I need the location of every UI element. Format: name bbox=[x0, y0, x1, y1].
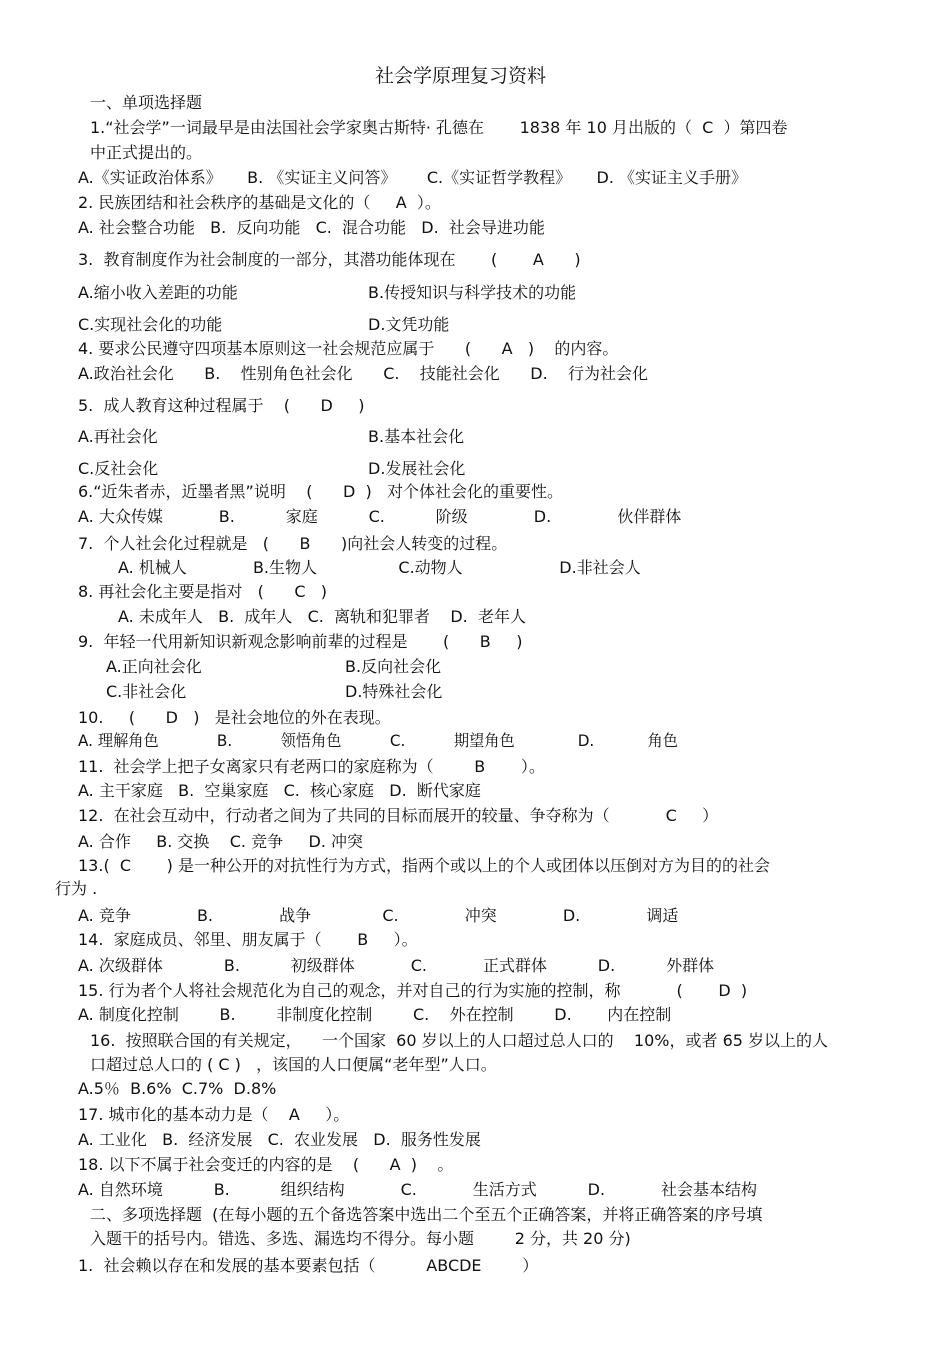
text-line-q9: 9. 年轻一代用新知识新观念影响前辈的过程是 ( B ) bbox=[78, 632, 523, 651]
text-line-q18: 18. 以下不属于社会变迁的内容的是 ( A ) 。 bbox=[78, 1155, 454, 1174]
text-line-q11: 11. 社会学上把子女离家只有老两口的家庭称为（ B ）。 bbox=[78, 757, 545, 776]
text-line-q2o: A. 社会整合功能 B. 反向功能 C. 混合功能 D. 社会导进功能 bbox=[78, 218, 545, 237]
text-line-q14: 14. 家庭成员、邻里、朋友属于（ B ）。 bbox=[78, 930, 418, 949]
text-line-q9ob: B.反向社会化 bbox=[345, 657, 442, 676]
text-line-q9oa: A.正向社会化 bbox=[106, 657, 202, 676]
text-line-q12o: A. 合作 B. 交换 C. 竞争 D. 冲突 bbox=[78, 832, 364, 851]
text-line-q5oc: C.反社会化 bbox=[78, 459, 159, 478]
text-line-sec1: 一、单项选择题 bbox=[90, 93, 203, 112]
text-line-q7: 7. 个人社会化过程就是 ( B )向社会人转变的过程。 bbox=[78, 534, 508, 553]
text-line-q6o: A. 大众传媒 B. 家庭 C. 阶级 D. 伙伴群体 bbox=[78, 507, 682, 526]
text-line-q3oa: A.缩小收入差距的功能 bbox=[78, 283, 238, 302]
text-line-q8o: A. 未成年人 B. 成年人 C. 离轨和犯罪者 D. 老年人 bbox=[118, 607, 526, 626]
text-line-q15o: A. 制度化控制 B. 非制度化控制 C. 外在控制 D. 内在控制 bbox=[78, 1005, 672, 1024]
text-line-q7o: A. 机械人 B.生物人 C.动物人 D.非社会人 bbox=[118, 558, 641, 577]
text-line-q13o: A. 竞争 B. 战争 C. 冲突 D. 调适 bbox=[78, 906, 679, 925]
text-line-q17: 17. 城市化的基本动力是（ A ）。 bbox=[78, 1105, 350, 1124]
text-line-q4: 4. 要求公民遵守四项基本原则这一社会规范应属于 ( A ) 的内容。 bbox=[78, 339, 619, 358]
text-line-q15: 15. 行为者个人将社会规范化为自己的观念，并对自己的行为实施的控制，称 ( D ) bbox=[78, 981, 748, 1000]
page-title: 社会学原理复习资料 bbox=[375, 65, 547, 87]
text-line-q3: 3. 教育制度作为社会制度的一部分，其潜功能体现在 ( A ) bbox=[78, 250, 581, 269]
text-line-q10: 10. ( D ) 是社会地位的外在表现。 bbox=[78, 708, 391, 727]
text-line-q16b: 口超过总人口的 ( C ) ，该国的人口便属“老年型”人口。 bbox=[90, 1055, 497, 1074]
text-line-q13a: 13.( C ) 是一种公开的对抗性行为方式，指两个或以上的个人或团体以压倒对方为目的的社会 bbox=[78, 856, 770, 875]
text-line-q5ob: B.基本社会化 bbox=[368, 427, 465, 446]
text-line-m1: 1. 社会赖以存在和发展的基本要素包括（ ABCDE ） bbox=[78, 1256, 539, 1275]
text-line-q10o: A. 理解角色 B. 领悟角色 C. 期望角色 D. 角色 bbox=[78, 731, 678, 750]
text-line-q18o: A. 自然环境 B. 组织结构 C. 生活方式 D. 社会基本结构 bbox=[78, 1180, 757, 1199]
text-line-q13b: 行为 . bbox=[55, 879, 98, 898]
text-line-q16o: A.5％ B.6% C.7% D.8% bbox=[78, 1079, 277, 1098]
text-line-sec2b: 入题干的括号内。错选、多选、漏选均不得分。每小题 2 分，共 20 分) bbox=[90, 1229, 631, 1248]
text-line-q12: 12. 在社会互动中，行动者之间为了共同的目标而展开的较量、争夺称为（ C ） bbox=[78, 806, 719, 825]
text-line-q6: 6.“近朱者赤，近墨者黑”说明 ( D ) 对个体社会化的重要性。 bbox=[78, 482, 563, 501]
text-line-q1b: 中正式提出的。 bbox=[90, 143, 203, 162]
text-line-sec2a: 二、多项选择题 (在每小题的五个备选答案中选出二个至五个正确答案，并将正确答案的序号填 bbox=[90, 1205, 763, 1224]
text-line-q9oc: C.非社会化 bbox=[106, 682, 187, 701]
text-line-q16a: 16. 按照联合国的有关规定， 一个国家 60 岁以上的人口超过总人口的 10%，或者 65 岁以上的人 bbox=[90, 1031, 829, 1050]
text-line-q9od: D.特殊社会化 bbox=[345, 682, 443, 701]
text-line-q2: 2. 民族团结和社会秩序的基础是文化的（ A ）。 bbox=[78, 193, 441, 212]
text-line-q1a: 1.“社会学”一词最早是由法国社会学家奥古斯特· 孔德在 1838 年 10 月出版的（ C ）第四卷 bbox=[90, 118, 788, 137]
text-line-q8: 8. 再社会化主要是指对 ( C ) bbox=[78, 582, 328, 601]
text-line-q5od: D.发展社会化 bbox=[368, 459, 466, 478]
text-line-q17o: A. 工业化 B. 经济发展 C. 农业发展 D. 服务性发展 bbox=[78, 1130, 481, 1149]
text-line-q4o: A.政治社会化 B. 性别角色社会化 C. 技能社会化 D. 行为社会化 bbox=[78, 364, 649, 383]
text-line-q1o: A.《实证政治体系》 B. 《实证主义问答》 C.《实证哲学教程》 D. 《实证主义手册》 bbox=[78, 168, 748, 187]
text-line-q11o: A. 主干家庭 B. 空巢家庭 C. 核心家庭 D. 断代家庭 bbox=[78, 781, 481, 800]
text-line-q5oa: A.再社会化 bbox=[78, 427, 158, 446]
text-line-q14o: A. 次级群体 B. 初级群体 C. 正式群体 D. 外群体 bbox=[78, 956, 715, 975]
text-line-q3oc: C.实现社会化的功能 bbox=[78, 315, 223, 334]
text-line-q3ob: B.传授知识与科学技术的功能 bbox=[368, 283, 577, 302]
text-line-q3od: D.文凭功能 bbox=[368, 315, 450, 334]
text-line-q5: 5. 成人教育这种过程属于 ( D ) bbox=[78, 396, 365, 415]
